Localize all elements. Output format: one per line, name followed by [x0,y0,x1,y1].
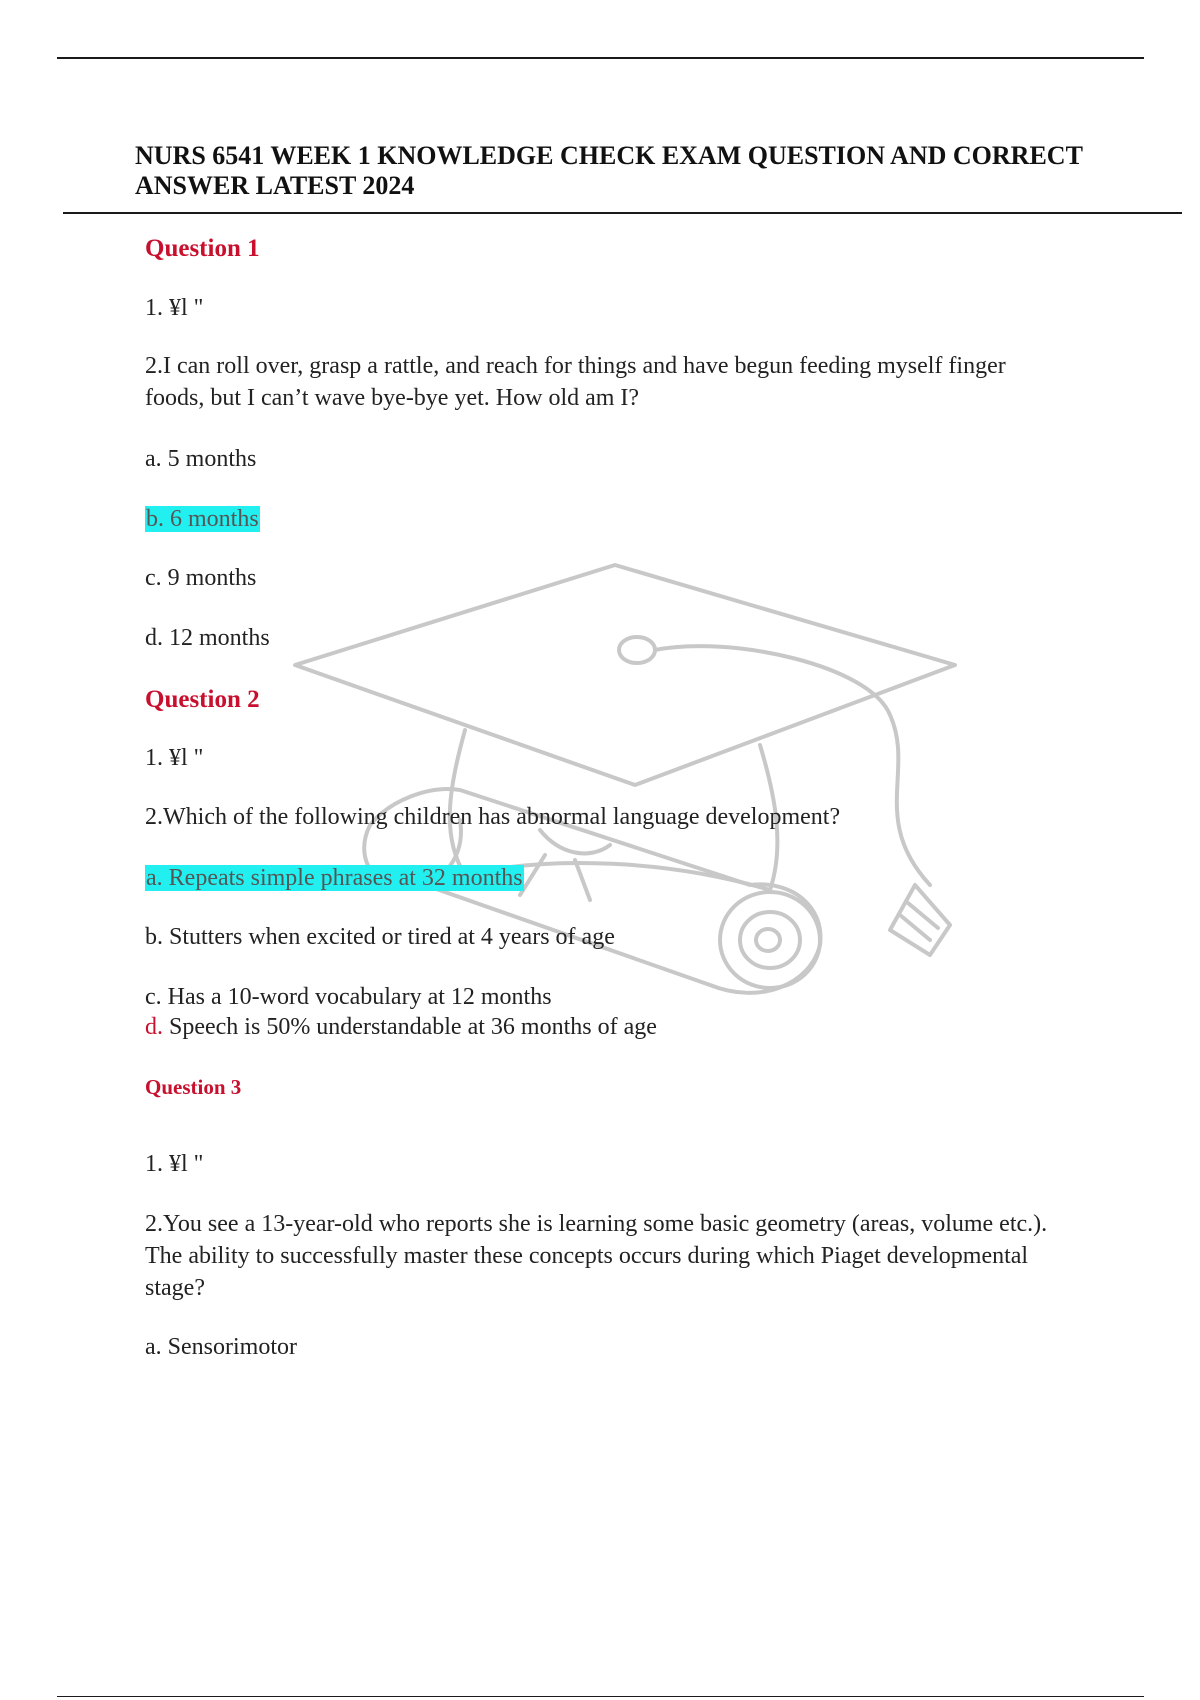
question-2-prompt: 2.Which of the following children has abnormal language development? [145,804,841,830]
question-1-heading: Question 1 [145,235,260,262]
question-1-option-b [145,503,260,535]
bottom-rule [57,1696,1144,1697]
question-2-option-a [145,862,524,894]
question-1-option-c: c. 9 months [145,565,257,591]
question-3-option-a: a. Sensorimotor [145,1334,297,1360]
top-rule [57,57,1144,59]
question-2-option-c: c. Has a 10-word vocabulary at 12 months [145,984,552,1010]
question-1-prompt: 2.I can roll over, grasp a rattle, and reach for things and have begun feeding myself finger foods, but I can’t wave bye-bye yet. How old am I? [145,353,1006,411]
question-2-number: 1. ¥l " [145,745,204,771]
question-1-number: 1. ¥l " [145,295,204,321]
question-1-option-d: d. 12 months [145,625,270,651]
option-letter: d. [145,1014,163,1040]
option-text: Speech is 50% understandable at 36 months of age [163,1014,657,1040]
question-3-number: 1. ¥l " [145,1151,204,1177]
question-2-option-b: b. Stutters when excited or tired at 4 years of age [145,924,615,950]
title-rule [63,212,1182,214]
correct-answer-highlight: a. Repeats simple phrases at 32 months [146,865,523,891]
correct-answer-highlight: b. 6 months [146,506,259,532]
question-3-prompt: 2.You see a 13-year-old who reports she is learning some basic geometry (areas, volume etc.). The ability to successfully master these concepts occurs during which Piaget developmental stage? [145,1211,1048,1301]
question-1-option-a: a. 5 months [145,446,257,472]
question-2-heading: Question 2 [145,686,260,713]
question-3-heading: Question 3 [145,1075,242,1099]
question-2-option-d [145,1011,657,1043]
page-title: NURS 6541 WEEK 1 KNOWLEDGE CHECK EXAM QUESTION AND CORRECT ANSWER LATEST 2024 [135,141,1083,200]
